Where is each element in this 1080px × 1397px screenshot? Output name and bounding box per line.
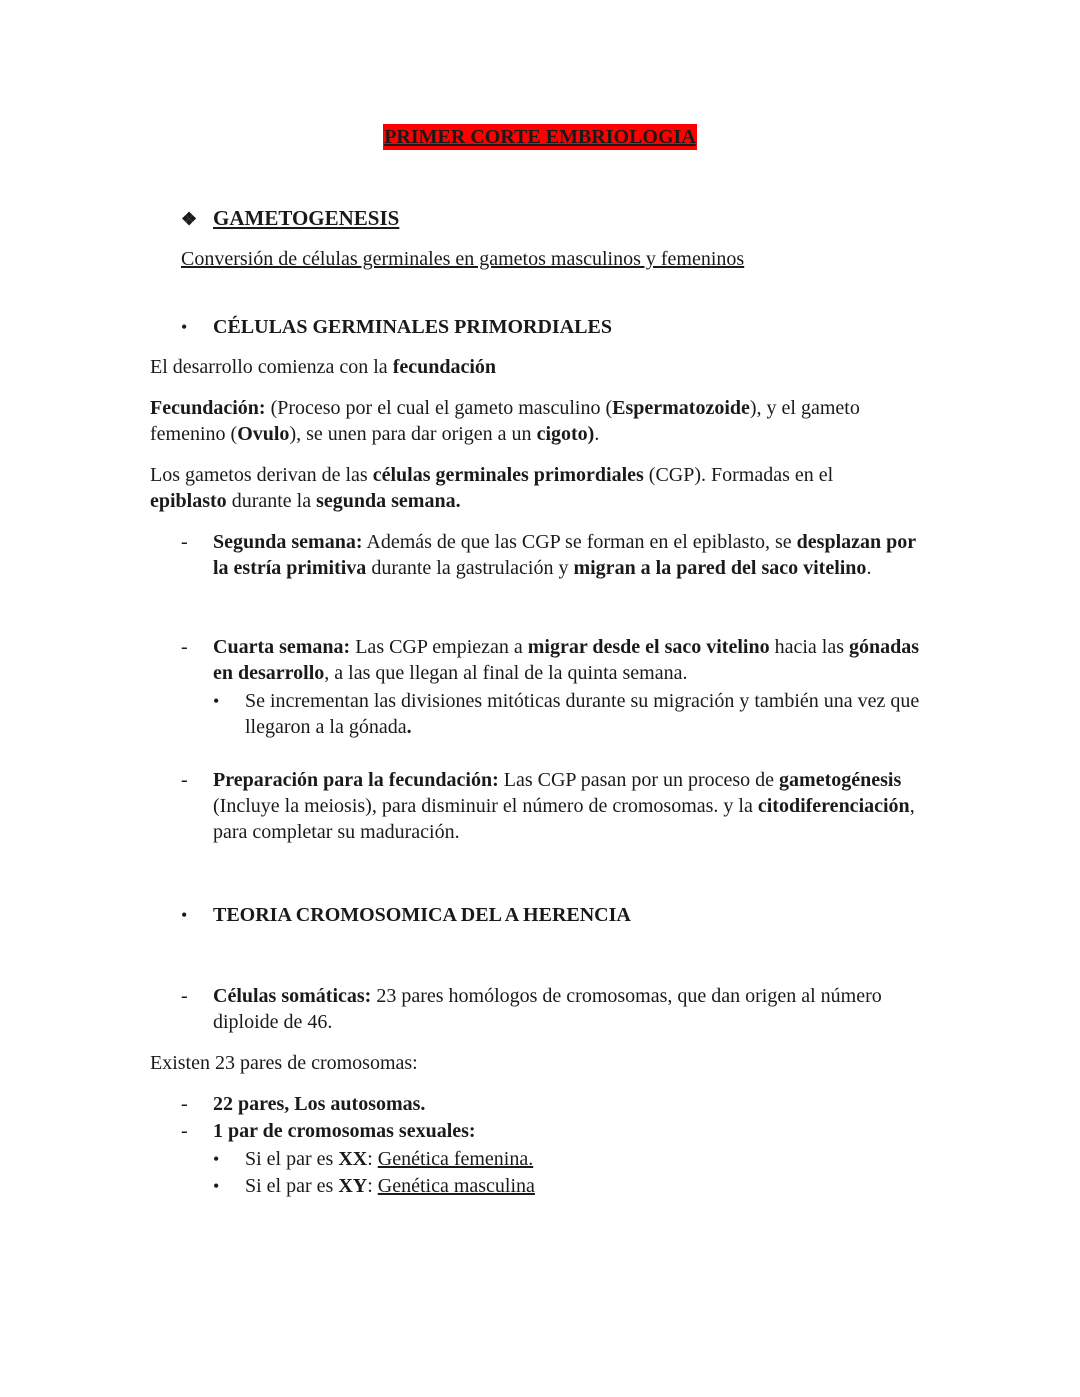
text: (Incluye la meiosis), para disminuir el número de cromosomas. y la — [213, 795, 758, 817]
bullet-icon: • — [213, 1149, 220, 1169]
page-title-text: PRIMER CORTE EMBRIOLOGIA — [384, 126, 696, 148]
diamond-bullet-icon: ❖ — [181, 209, 198, 229]
paragraph — [150, 395, 930, 447]
text-bold: 1 par de cromosomas sexuales: — [213, 1120, 476, 1142]
bullet-icon: • — [213, 691, 220, 711]
text-bold: Ovulo — [237, 423, 290, 445]
text-bold: XY — [338, 1175, 368, 1197]
section-subtitle: Conversión de células germinales en gametos masculinos y femeninos — [181, 248, 745, 270]
text: hacia las — [769, 636, 849, 658]
text: Además de que las CGP se forman en el epiblasto, se — [362, 531, 797, 553]
text-bold: Células somáticas: — [213, 985, 372, 1007]
text-underline: Genética femenina. — [377, 1148, 534, 1170]
section-heading-cgp: CÉLULAS GERMINALES PRIMORDIALES — [213, 316, 612, 338]
dash-bullet: - — [181, 769, 188, 791]
paragraph — [150, 462, 890, 514]
list-item — [245, 1173, 930, 1199]
list-item — [213, 1091, 928, 1117]
text-underline: Genética masculina — [377, 1175, 535, 1197]
text-bold: segunda semana. — [316, 490, 461, 512]
text: (CGP). Formadas en el — [643, 464, 834, 486]
text-bold: células germinales primordiales — [372, 464, 644, 486]
text: , para completar su maduración. — [213, 795, 915, 843]
text: . — [866, 557, 872, 579]
text-bold: XX — [338, 1148, 368, 1170]
list-item — [213, 1118, 928, 1144]
dash-bullet: - — [181, 531, 188, 553]
paragraph — [150, 354, 930, 380]
list-item — [213, 767, 928, 845]
text: Si el par es — [245, 1148, 339, 1170]
text: Si el par es — [245, 1175, 339, 1197]
text: 23 pares homólogos de cromosomas, que dan origen al número diploide de 46. — [213, 985, 882, 1033]
dash-bullet: - — [181, 636, 188, 658]
text-bold: fecundación — [392, 356, 497, 378]
text: . — [594, 423, 600, 445]
text-bold: Cuarta semana: — [213, 636, 351, 658]
bullet-icon: • — [181, 905, 188, 925]
text: (Proceso por el cual el gameto masculino ( — [265, 397, 613, 419]
text-bold: cigoto) — [536, 423, 595, 445]
section-heading-gametogenesis — [181, 205, 399, 232]
text-bold: Preparación para la fecundación: — [213, 769, 499, 791]
list-item — [213, 634, 928, 686]
list-item — [245, 1146, 930, 1172]
paragraph: Existen 23 pares de cromosomas: — [150, 1052, 418, 1074]
text-bold: epiblasto — [150, 490, 227, 512]
list-item — [213, 983, 928, 1035]
text: Los gametos derivan de las — [150, 464, 373, 486]
text: durante la — [226, 490, 317, 512]
bullet-icon: • — [181, 317, 188, 337]
text-bold: 22 pares, Los autosomas. — [213, 1093, 426, 1115]
text-bold: Fecundación: — [150, 397, 266, 419]
text-bold: citodiferenciación — [757, 795, 910, 817]
text: ), y el gameto femenino ( — [150, 397, 860, 445]
dash-bullet: - — [181, 985, 188, 1007]
text: : — [367, 1175, 378, 1197]
text: ), se unen para dar origen a un — [289, 423, 537, 445]
text-bold: gametogénesis — [779, 769, 902, 791]
text-bold: migrar desde el saco vitelino — [527, 636, 770, 658]
text-bold: desplazan por la estría primitiva — [213, 531, 916, 579]
text: El desarrollo comienza con la — [150, 356, 393, 378]
text-bold: gónadas en desarrollo — [213, 636, 920, 684]
bullet-icon: • — [213, 1176, 220, 1196]
text: durante la gastrulación y — [366, 557, 574, 579]
text: Las CGP empiezan a — [350, 636, 528, 658]
text: Se incrementan las divisiones mitóticas durante su migración y también una vez que llegaron a la gónada — [245, 690, 920, 738]
page-title — [0, 124, 1080, 150]
text-bold: migran a la pared del saco vitelino — [573, 557, 867, 579]
text: Las CGP pasan por un proceso de — [498, 769, 780, 791]
text-bold: . — [406, 716, 412, 738]
section-heading-text: GAMETOGENESIS — [213, 206, 400, 230]
text-bold: Espermatozoide — [612, 397, 750, 419]
list-item — [245, 688, 930, 740]
dash-bullet: - — [181, 1093, 188, 1115]
section-heading-teoria: TEORIA CROMOSOMICA DEL A HERENCIA — [213, 904, 631, 926]
list-item — [213, 529, 928, 581]
dash-bullet: - — [181, 1120, 188, 1142]
text: : — [367, 1148, 378, 1170]
text: , a las que llegan al final de la quinta semana. — [324, 662, 688, 684]
text-bold: Segunda semana: — [213, 531, 363, 553]
